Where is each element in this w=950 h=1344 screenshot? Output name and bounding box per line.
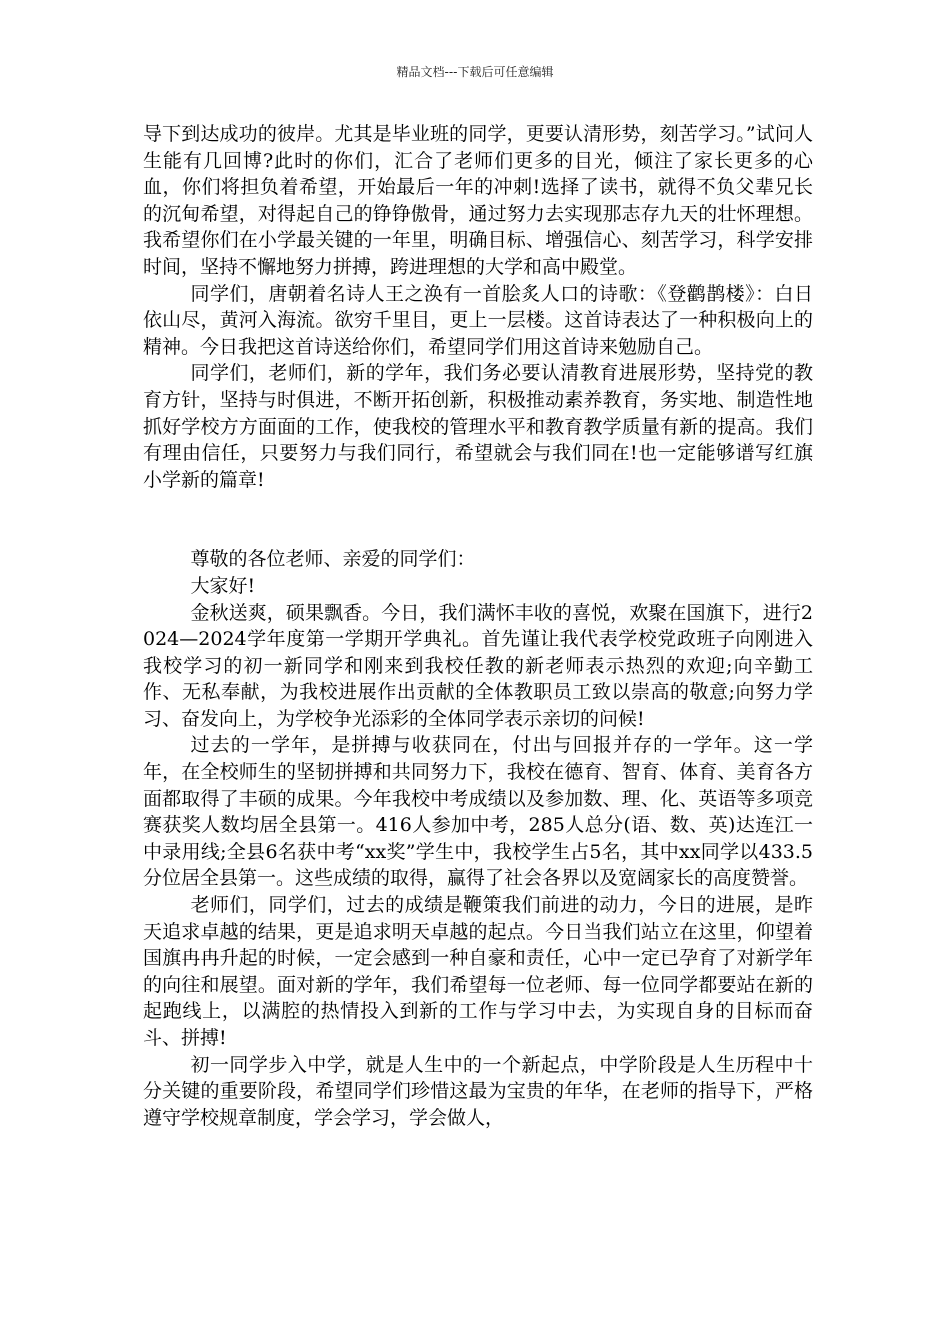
paragraph: 过去的一学年，是拼搏与收获同在，付出与回报并存的一学年。这一学年，在全校师生的坚韧拼搏和共同努力下，我校在德育、智育、体育、美育各方面都取得了丰硕的成果。今年我校中考成绩以及参加数、理、化、英语等多项竞赛获奖人数均居全县第一。416人参加中考，285人总分(语、数、英)达连江一中录用线;全县6名获中考“xx奖”学生中，我校学生占5名，其中xx同学以433.5分位居全县第一。这些成绩的取得，赢得了社会各界以及宽阔家长的高度赞誉。 [143,734,813,890]
page-header: 精品文档---下载后可任意编辑 [396,65,554,79]
paragraph: 老师们，同学们，过去的成绩是鞭策我们前进的动力，今日的进展，是昨天追求卓越的结果，更是追求明天卓越的起点。今日当我们站立在这里，仰望着国旗冉冉升起的时候，一定会感到一种自豪和责任，心中一定已孕育了对新学年的向往和展望。面对新的学年，我们希望每一位老师、每一位同学都要站在新的起跑线上，以满腔的热情投入到新的工作与学习中去，为实现自身的目标而奋斗、拼搏! [143,894,813,1049]
document-body [143,121,813,1131]
paragraph: 金秋送爽，硕果飘香。今日，我们满怀丰收的喜悦，欢聚在国旗下，进行2024—2024学年度第一学期开学典礼。首先谨让我代表学校党政班子向刚进入我校学习的初一新同学和刚来到我校任教的新老师表示热烈的欢迎;向辛勤工作、无私奉献，为我校进展作出贡献的全体教职员工致以崇高的敬意;向努力学习、奋发向上，为学校争光添彩的全体同学表示亲切的问候! [143,601,813,730]
greeting: 大家好! [190,574,256,597]
paragraph: 同学们，唐朝着名诗人王之涣有一首脍炙人口的诗歌：《登鹳鹊楼》：白日依山尽，黄河入海流。欲穷千里目，更上一层楼。这首诗表达了一种积极向上的精神。今日我把这首诗送给你们，希望同学们用这首诗来勉励自己。 [143,282,813,358]
paragraph: 导下到达成功的彼岸。尤其是毕业班的同学，更要认清形势，刻苦学习。”试问人生能有几回博?此时的你们，汇合了老师们更多的目光，倾注了家长更多的心血，你们将担负着希望，开始最后一年的冲刺!选择了读书，就得不负父辈兄长的沉甸希望，对得起自己的铮铮傲骨，通过努力去实现那志存九天的壮怀理想。我希望你们在小学最关键的一年里，明确目标、增强信心、刻苦学习，科学安排时间，坚持不懈地努力拼搏，跨进理想的大学和高中殿堂。 [143,123,813,278]
salutation: 尊敬的各位老师、亲爱的同学们： [190,548,476,571]
paragraph: 同学们，老师们，新的学年，我们务必要认清教育进展形势，坚持党的教育方针，坚持与时俱进，不断开拓创新，积极推动素养教育，务实地、制造性地抓好学校方方面面的工作，使我校的管理水平和教育教学质量有新的提高。我们有理由信任，只要努力与我们同行，希望就会与我们同在!也一定能够谱写红旗小学新的篇章! [143,362,813,491]
paragraph: 初一同学步入中学，就是人生中的一个新起点，中学阶段是人生历程中十分关键的重要阶段，希望同学们珍惜这最为宝贵的年华，在老师的指导下，严格遵守学校规章制度，学会学习，学会做人， [143,1053,813,1129]
section-gap [143,493,813,546]
